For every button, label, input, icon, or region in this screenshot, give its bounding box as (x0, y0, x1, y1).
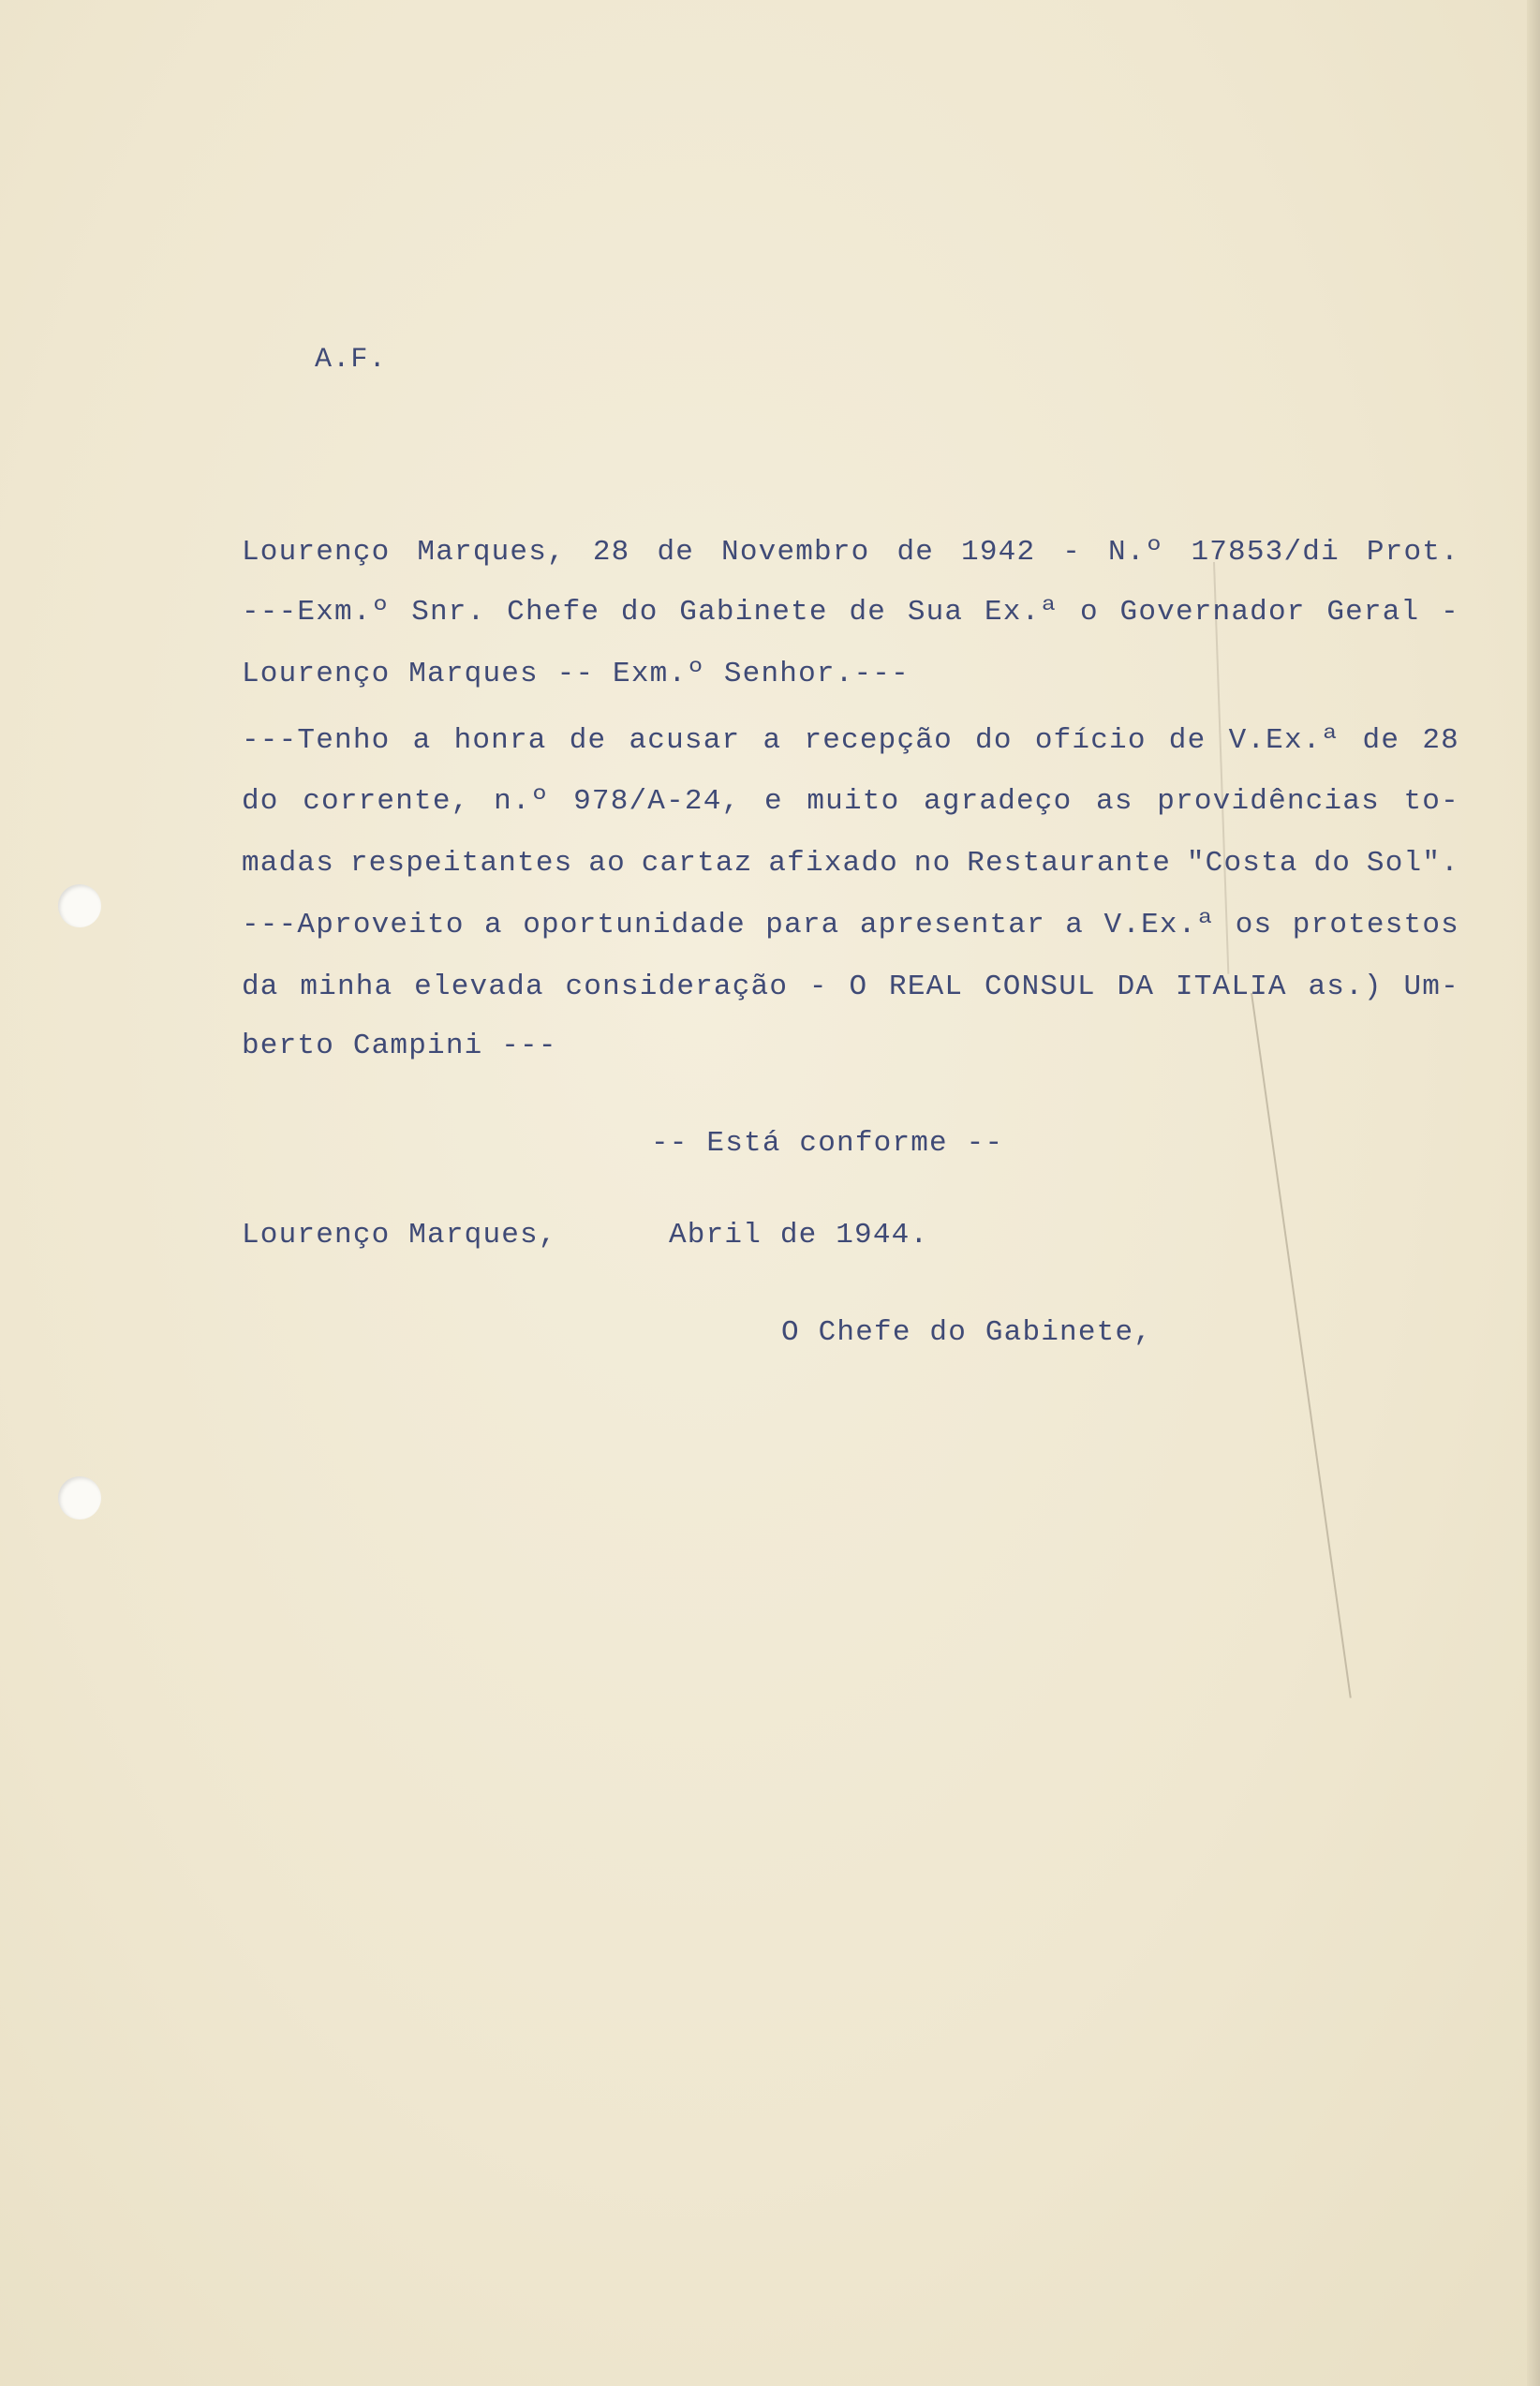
body-word: do (620, 596, 659, 629)
body-word: e (763, 785, 783, 818)
body-word: madas (242, 847, 335, 880)
body-word: 978/A-24, (573, 785, 741, 818)
document-initials: A.F. (315, 344, 387, 376)
body-line-text: berto Campini --- (242, 1030, 557, 1062)
body-line-1 (242, 536, 1459, 569)
body-word: to- (1403, 785, 1459, 818)
body-line-text: Lourenço Marques -- Exm.º Senhor.--- (242, 658, 910, 690)
body-word: Snr. (411, 596, 486, 629)
body-word: respeitantes (349, 847, 573, 880)
body-word: Restaurante (967, 847, 1172, 880)
body-word: da (242, 971, 279, 1003)
body-word: o (1079, 596, 1099, 629)
body-line-5 (242, 785, 1459, 818)
body-word: V.Ex.ª (1228, 724, 1340, 757)
signature-title: O Chefe do Gabinete, (781, 1316, 1153, 1349)
punch-hole-top (58, 884, 101, 927)
body-word: minha (300, 971, 393, 1003)
body-word: de (1168, 724, 1207, 757)
body-word: no (913, 847, 952, 880)
body-word: agradeço (923, 785, 1073, 818)
body-word: a (484, 909, 503, 941)
body-word: ---Tenho (242, 724, 391, 757)
body-word: cartaz (641, 847, 753, 880)
body-word: Gabinete (679, 596, 828, 629)
body-word: N.º (1108, 536, 1164, 569)
body-word: consideração (565, 971, 789, 1003)
body-word: as (1096, 785, 1133, 818)
body-word: "Costa (1186, 847, 1298, 880)
body-word: de (657, 536, 695, 569)
body-word: Sua (907, 596, 964, 629)
body-word: O (849, 971, 868, 1003)
body-word: CONSUL (984, 971, 1096, 1003)
body-word: corrente, (303, 785, 470, 818)
punch-hole-bottom (58, 1476, 101, 1519)
body-line-9 (242, 1030, 1459, 1062)
body-word: 28 (592, 536, 630, 569)
body-word: afixado (768, 847, 898, 880)
body-word: Governador (1119, 596, 1306, 629)
body-word: a (412, 724, 432, 757)
body-word: providências (1157, 785, 1380, 818)
body-word: as.) (1308, 971, 1383, 1003)
body-word: apresentar (859, 909, 1045, 941)
body-line-7 (242, 909, 1459, 941)
body-word: REAL (889, 971, 964, 1003)
body-word: DA (1117, 971, 1155, 1003)
body-word: Ex.ª (985, 596, 1059, 629)
body-word: a (1065, 909, 1085, 941)
body-word: Sol". (1366, 847, 1459, 880)
body-line-6 (242, 847, 1459, 880)
paper-crease (1251, 993, 1352, 1698)
body-word: Chefe (507, 596, 600, 629)
body-word: - (1441, 596, 1459, 629)
body-word: a (763, 724, 782, 757)
body-word: os (1235, 909, 1273, 941)
body-word: do (975, 724, 1013, 757)
body-word: acusar (629, 724, 741, 757)
body-word: V.Ex.ª (1103, 909, 1216, 941)
body-word: do (242, 785, 279, 818)
body-word: Novembro (721, 536, 870, 569)
body-word: ITALIA (1175, 971, 1287, 1003)
body-word: de (1362, 724, 1400, 757)
body-word: do (1313, 847, 1352, 880)
body-line-3 (242, 658, 1459, 690)
body-line-4 (242, 724, 1459, 757)
body-word: Geral (1326, 596, 1420, 629)
body-word: honra (453, 724, 547, 757)
body-word: de (849, 596, 887, 629)
body-word: oportunidade (523, 909, 746, 941)
body-word: ---Exm.º (242, 596, 391, 629)
certification-line: -- Está conforme -- (651, 1127, 1004, 1160)
body-word: Marques, (417, 536, 566, 569)
body-line-8 (242, 971, 1459, 1003)
place-label: Lourenço Marques, (242, 1219, 557, 1252)
body-word: Um- (1403, 971, 1459, 1003)
body-word: ao (588, 847, 626, 880)
body-word: Prot. (1366, 536, 1459, 569)
body-word: - (1062, 536, 1082, 569)
date-label: Abril de 1944. (669, 1219, 929, 1252)
body-word: 17853/di (1191, 536, 1340, 569)
body-word: para (765, 909, 840, 941)
body-word: Lourenço (242, 536, 391, 569)
body-word: elevada (414, 971, 544, 1003)
body-word: muito (807, 785, 900, 818)
body-word: n.º (494, 785, 550, 818)
body-word: 28 (1422, 724, 1459, 757)
body-word: ofício (1034, 724, 1147, 757)
paper-edge (1527, 0, 1540, 2386)
body-word: protestos (1292, 909, 1459, 941)
body-word: de (569, 724, 607, 757)
body-word: - (808, 971, 828, 1003)
body-word: 1942 (961, 536, 1036, 569)
body-word: recepção (804, 724, 953, 757)
body-word: de (896, 536, 935, 569)
body-line-2 (242, 596, 1459, 629)
body-word: ---Aproveito (242, 909, 465, 941)
